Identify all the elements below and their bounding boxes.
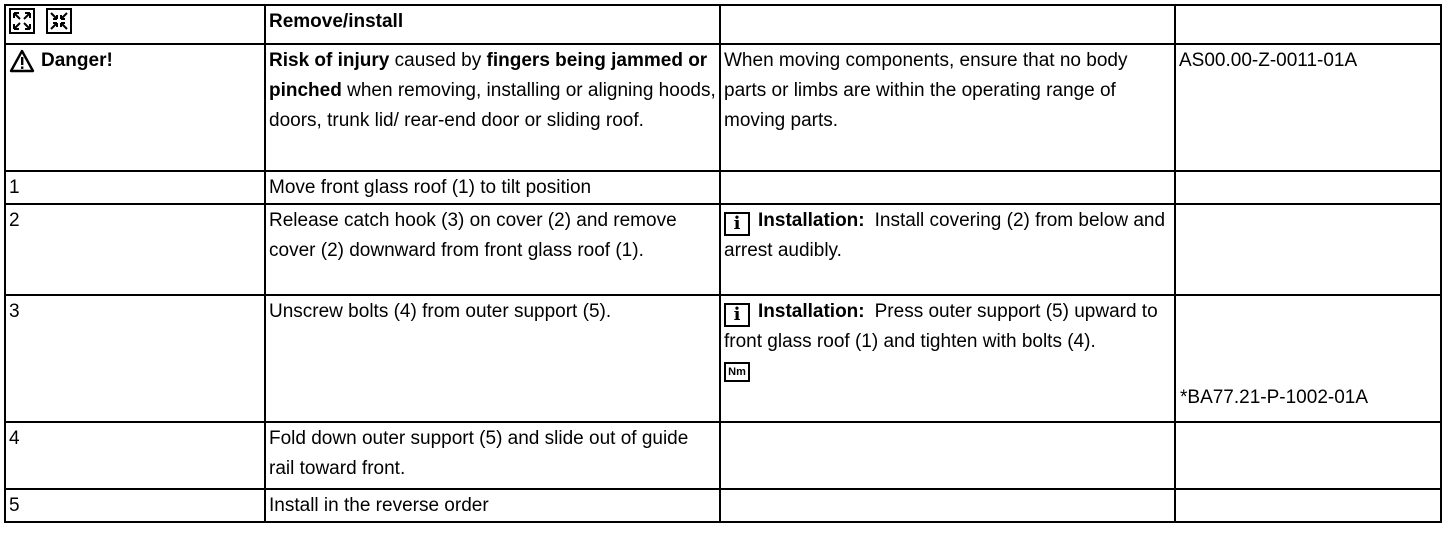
step-row-1 — [5, 171, 1441, 204]
header-icons-cell — [5, 5, 265, 44]
note-label: Installation: — [758, 301, 865, 322]
danger-advice: When moving components, ensure that no body parts or limbs are within the operating range of moving parts. — [724, 50, 1128, 131]
page-title: Remove/install — [269, 11, 404, 32]
install-tool-icon — [46, 8, 72, 34]
danger-risk-cell — [265, 44, 720, 171]
step-ref-empty — [1175, 489, 1441, 522]
step-text: Unscrew bolts (4) from outer support (5). — [265, 295, 720, 422]
danger-advice-cell — [720, 44, 1175, 171]
note-label: Installation: — [758, 210, 865, 231]
step-ref-empty — [1175, 204, 1441, 295]
step-note-empty — [720, 422, 1175, 489]
step-ref-empty — [1175, 171, 1441, 204]
danger-label-cell — [5, 44, 265, 171]
step-text: Move front glass roof (1) to tilt position — [265, 171, 720, 204]
risk-rest: when removing, installing or aligning hoods, doors, trunk lid/ rear-end door or sliding roof. — [269, 80, 716, 131]
step-row-4 — [5, 422, 1441, 489]
warning-triangle-icon — [9, 49, 35, 73]
step-number: 5 — [5, 489, 265, 522]
danger-row — [5, 44, 1441, 171]
danger-ref-cell — [1175, 44, 1441, 171]
danger-reference: AS00.00-Z-0011-01A — [1179, 50, 1358, 71]
step-text: Install in the reverse order — [265, 489, 720, 522]
risk-prefix: Risk of injury — [269, 50, 390, 71]
risk-mid: caused by — [394, 50, 482, 71]
step-number: 2 — [5, 204, 265, 295]
step-ref-cell — [1175, 295, 1441, 422]
step-note-empty — [720, 171, 1175, 204]
step-number: 1 — [5, 171, 265, 204]
step-row-3 — [5, 295, 1441, 422]
step-row-5 — [5, 489, 1441, 522]
procedure-table — [4, 4, 1442, 523]
header-empty-4 — [1175, 5, 1441, 44]
header-title — [265, 5, 720, 44]
info-icon: i — [724, 303, 750, 327]
note-text: Install covering (2) from below and arrest audibly. — [724, 210, 1166, 261]
info-icon: i — [724, 212, 750, 236]
step-row-2 — [5, 204, 1441, 295]
header-row — [5, 5, 1441, 44]
step-note — [720, 295, 1175, 422]
step-note-empty — [720, 489, 1175, 522]
step-number: 4 — [5, 422, 265, 489]
step-text: Release catch hook (3) on cover (2) and remove cover (2) downward from front glass roof (1). — [265, 204, 720, 295]
danger-label: Danger! — [41, 50, 113, 71]
step-note — [720, 204, 1175, 295]
torque-nm-icon: Nm — [724, 362, 750, 382]
note-text: Press outer support (5) upward to front glass roof (1) and tighten with bolts (4). — [724, 301, 1158, 352]
risk-bold: fingers being jammed or pinched — [269, 50, 708, 101]
step-number: 3 — [5, 295, 265, 422]
step-ref-empty — [1175, 422, 1441, 489]
step-reference[interactable]: *BA77.21-P-1002-01A — [1180, 387, 1369, 408]
step-text: Fold down outer support (5) and slide out of guide rail toward front. — [265, 422, 720, 489]
remove-tool-icon — [9, 8, 35, 34]
header-empty-3 — [720, 5, 1175, 44]
